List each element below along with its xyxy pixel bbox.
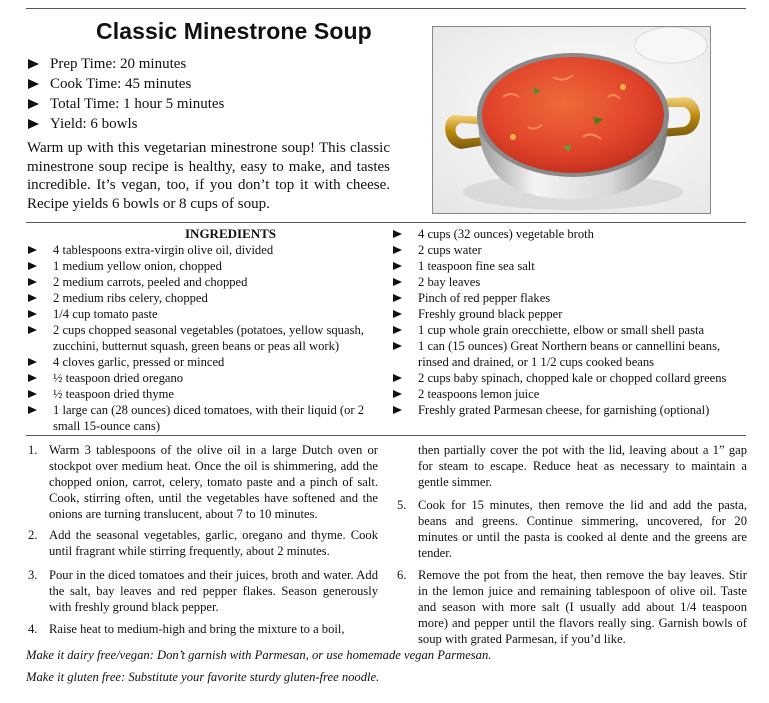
gluten-free-note: Make it gluten free: Substitute your favorite sturdy gluten-free noodle. (26, 670, 380, 684)
ingredient-item: 2 medium ribs celery, chopped (28, 290, 390, 306)
bullet-triangle-icon (28, 278, 37, 286)
bullet-triangle-icon (28, 374, 37, 382)
bullet-triangle-icon (393, 246, 402, 254)
dairy-free-note: Make it dairy free/vegan: Don’t garnish with Parmesan, or use homemade vegan Parmesan. (26, 648, 492, 662)
step-number: 5. (397, 498, 407, 512)
recipe-meta-list (28, 54, 224, 134)
instruction-step-1 (28, 442, 378, 522)
ingredient-item: 1 teaspoon fine sea salt (393, 258, 747, 274)
meta-yield: Yield: 6 bowls (28, 114, 224, 134)
recipe-intro: Warm up with this vegetarian minestrone soup! This classic minestrone soup recipe is healthy, easy to make, and tastes incredible. It’s vegan, too, if you don’t top it with cheese. Recipe yields 6 bowls or 8 cups of soup. (27, 140, 390, 212)
step-number: 2. (28, 528, 38, 542)
bullet-triangle-icon (393, 390, 402, 398)
ingredients-list-right (393, 226, 747, 418)
ingredient-item: Freshly ground black pepper (393, 306, 747, 322)
bullet-triangle-icon (393, 310, 402, 318)
ingredient-item: 4 cups (32 ounces) vegetable broth (393, 226, 747, 242)
bullet-triangle-icon (28, 294, 37, 302)
meta-cook-time: Cook Time: 45 minutes (28, 74, 224, 94)
instruction-step-4-continued (397, 442, 747, 490)
bullet-triangle-icon (28, 119, 39, 129)
bullet-triangle-icon (28, 310, 37, 318)
instruction-step-6 (397, 567, 747, 647)
ingredient-item: 1 cup whole grain orecchiette, elbow or small shell pasta (393, 322, 747, 338)
recipe-title: Classic Minestrone Soup (96, 18, 372, 44)
instructions-rule (26, 435, 746, 436)
ingredients-heading: INGREDIENTS (185, 226, 277, 241)
soup-pot-icon (433, 27, 710, 213)
ingredient-item: ½ teaspoon dried thyme (28, 386, 390, 402)
step-number: 3. (28, 568, 38, 582)
step-number (397, 442, 418, 490)
instruction-step-4 (28, 621, 378, 637)
instruction-step-3 (28, 567, 378, 615)
ingredient-item: 2 medium carrots, peeled and chopped (28, 274, 390, 290)
ingredient-item: 2 cups baby spinach, chopped kale or chopped collard greens (393, 370, 747, 386)
ingredient-item: 4 cloves garlic, pressed or minced (28, 354, 390, 370)
instruction-step-2 (28, 527, 378, 559)
step-number: 4. (28, 622, 38, 636)
bullet-triangle-icon (28, 406, 37, 414)
bullet-triangle-icon (393, 326, 402, 334)
ingredient-item: 4 tablespoons extra-virgin olive oil, divided (28, 242, 390, 258)
bullet-triangle-icon (28, 262, 37, 270)
ingredient-item: 2 bay leaves (393, 274, 747, 290)
step-number: 6. (397, 568, 407, 582)
ingredients-rule (26, 222, 746, 223)
bullet-triangle-icon (28, 390, 37, 398)
bullet-triangle-icon (393, 342, 402, 350)
ingredient-item: 2 cups chopped seasonal vegetables (potatoes, yellow squash, zucchini, butternut squash, green beans or peas all work) (28, 322, 390, 354)
step-text: Raise heat to medium-high and bring the mixture to a boil, (49, 622, 345, 636)
ingredient-item: 2 cups water (393, 242, 747, 258)
bullet-triangle-icon (28, 246, 37, 254)
step-text: Remove the pot from the heat, then remove the bay leaves. Stir in the lemon juice and remaining tablespoon of olive oil. Taste and season with more salt (I usually add about 1/4 teaspoon more) and pepper until the flavors really sing. Garnish bowls of soup with grated Parmesan, if you’d like. (418, 568, 747, 646)
ingredient-item: 2 teaspoons lemon juice (393, 386, 747, 402)
ingredient-item: Pinch of red pepper flakes (393, 290, 747, 306)
instruction-step-5 (397, 497, 747, 561)
ingredient-item: Freshly grated Parmesan cheese, for garnishing (optional) (393, 402, 747, 418)
ingredient-item: 1/4 cup tomato paste (28, 306, 390, 322)
bullet-triangle-icon (393, 294, 402, 302)
top-rule (26, 8, 746, 9)
ingredients-list-left (28, 242, 390, 434)
step-text: Cook for 15 minutes, then remove the lid and add the pasta, beans and greens. Continue simmering, uncovered, for 20 minutes or until the pasta is cooked al dente and the greens are tender. (418, 498, 747, 560)
bullet-triangle-icon (28, 99, 39, 109)
bullet-triangle-icon (393, 278, 402, 286)
bullet-triangle-icon (393, 374, 402, 382)
ingredient-item: 1 medium yellow onion, chopped (28, 258, 390, 274)
ingredient-item: ½ teaspoon dried oregano (28, 370, 390, 386)
ingredient-item: 1 can (15 ounces) Great Northern beans or cannellini beans, rinsed and drained, or 1 1/2 cups cooked beans (393, 338, 747, 370)
step-text: then partially cover the pot with the lid, leaving about a 1” gap for steam to escape. Reduce heat as necessary to maintain a gentle simmer. (418, 443, 747, 489)
meta-prep-time: Prep Time: 20 minutes (28, 54, 224, 74)
step-text: Pour in the diced tomatoes and their juices, broth and water. Add the salt, bay leaves and red pepper flakes. Season generously with freshly ground black pepper. (49, 568, 378, 614)
ingredient-item: 1 large can (28 ounces) diced tomatoes, with their liquid (or 2 small 15-ounce cans) (28, 402, 390, 434)
bullet-triangle-icon (393, 230, 402, 238)
meta-total-time: Total Time: 1 hour 5 minutes (28, 94, 224, 114)
bullet-triangle-icon (28, 326, 37, 334)
step-text: Add the seasonal vegetables, garlic, oregano and thyme. Cook until fragrant while stirring frequently, about 2 minutes. (49, 528, 378, 558)
step-number: 1. (28, 443, 38, 457)
soup-pot-photo (432, 26, 711, 214)
bullet-triangle-icon (393, 262, 402, 270)
bullet-triangle-icon (28, 59, 39, 69)
bullet-triangle-icon (28, 358, 37, 366)
step-text: Warm 3 tablespoons of the olive oil in a large Dutch oven or stockpot over medium heat. Once the oil is shimmering, add the chopped onion, carrot, celery, tomato paste and a pinch of salt. Cook, stirring often, until the vegetables have softened and the onions are turning translucent, about 7 to 10 minutes. (49, 443, 378, 521)
bullet-triangle-icon (28, 79, 39, 89)
bullet-triangle-icon (393, 406, 402, 414)
